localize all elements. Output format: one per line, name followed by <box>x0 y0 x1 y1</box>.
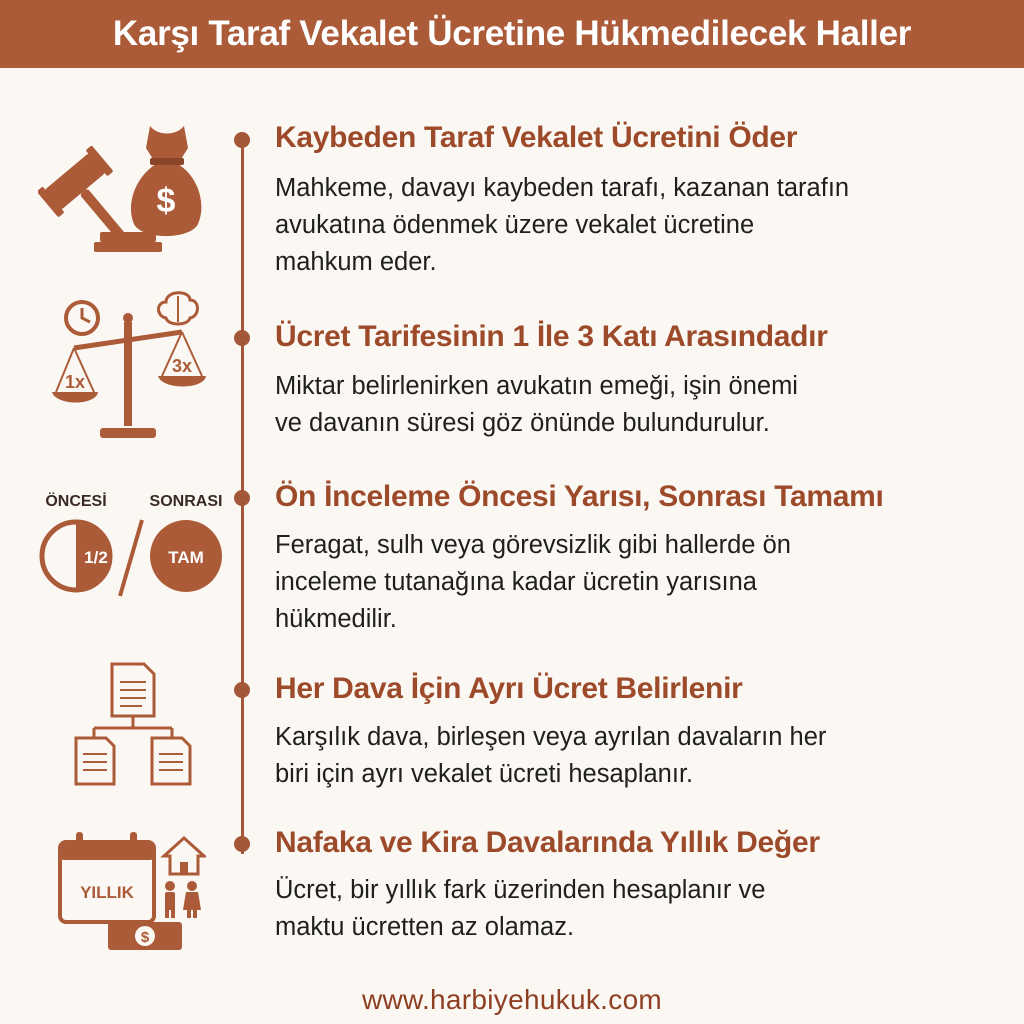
item-description: Ücret, bir yıllık fark üzerinden hesaplanır ve maktu ücretten az olamaz. <box>275 876 766 941</box>
item-title: Ön İnceleme Öncesi Yarısı, Sonrası Tamamı <box>275 480 884 513</box>
svg-text:1x: 1x <box>64 372 86 392</box>
item-title: Kaybeden Taraf Vekalet Ücretini Öder <box>275 121 798 154</box>
balance-scale-icon <box>48 288 208 444</box>
half-full-circle-icon <box>34 484 230 604</box>
item-title: Ücret Tarifesinin 1 İle 3 Katı Arasındadır <box>275 320 828 353</box>
item-description: Karşılık dava, birleşen veya ayrılan davaların her biri için ayrı vekalet ücreti hesaplanır. <box>275 723 827 788</box>
timeline-dot <box>234 330 250 346</box>
svg-text:1/2: 1/2 <box>84 548 108 567</box>
item-description: Feragat, sulh veya görevsizlik gibi hallerde ön inceleme tutanağına kadar ücretin yarısına hükmedilir. <box>275 531 791 633</box>
svg-text:$: $ <box>140 929 150 946</box>
page-title: Karşı Taraf Vekalet Ücretine Hükmedilecek Haller <box>112 14 912 53</box>
calendar-family-icon <box>56 830 206 952</box>
gavel-money-bag-icon <box>38 120 210 256</box>
svg-text:$: $ <box>156 182 176 220</box>
timeline-dot <box>234 836 250 852</box>
item-description: Miktar belirlenirken avukatın emeği, işin önemi ve davanın süresi göz önünde bulundurulur. <box>275 372 798 437</box>
svg-text:SONRASI: SONRASI <box>149 493 223 510</box>
timeline-dot <box>234 682 250 698</box>
footer-url[interactable]: www.harbiyehukuk.com <box>361 984 663 1015</box>
header-bar <box>0 0 1024 68</box>
item-title: Her Dava İçin Ayrı Ücret Belirlenir <box>275 672 743 705</box>
item-title: Nafaka ve Kira Davalarında Yıllık Değer <box>275 826 820 859</box>
svg-text:ÖNCESİ: ÖNCESİ <box>45 493 107 510</box>
svg-text:3x: 3x <box>171 356 193 376</box>
timeline-dot <box>234 132 250 148</box>
svg-text:TAM: TAM <box>168 548 204 567</box>
timeline-dot <box>234 490 250 506</box>
item-description: Mahkeme, davayı kaybeden tarafı, kazanan tarafın avukatına ödenmek üzere vekalet ücretine mahkum eder. <box>275 174 850 276</box>
svg-text:YILLIK: YILLIK <box>80 883 134 902</box>
document-tree-icon <box>72 662 192 788</box>
